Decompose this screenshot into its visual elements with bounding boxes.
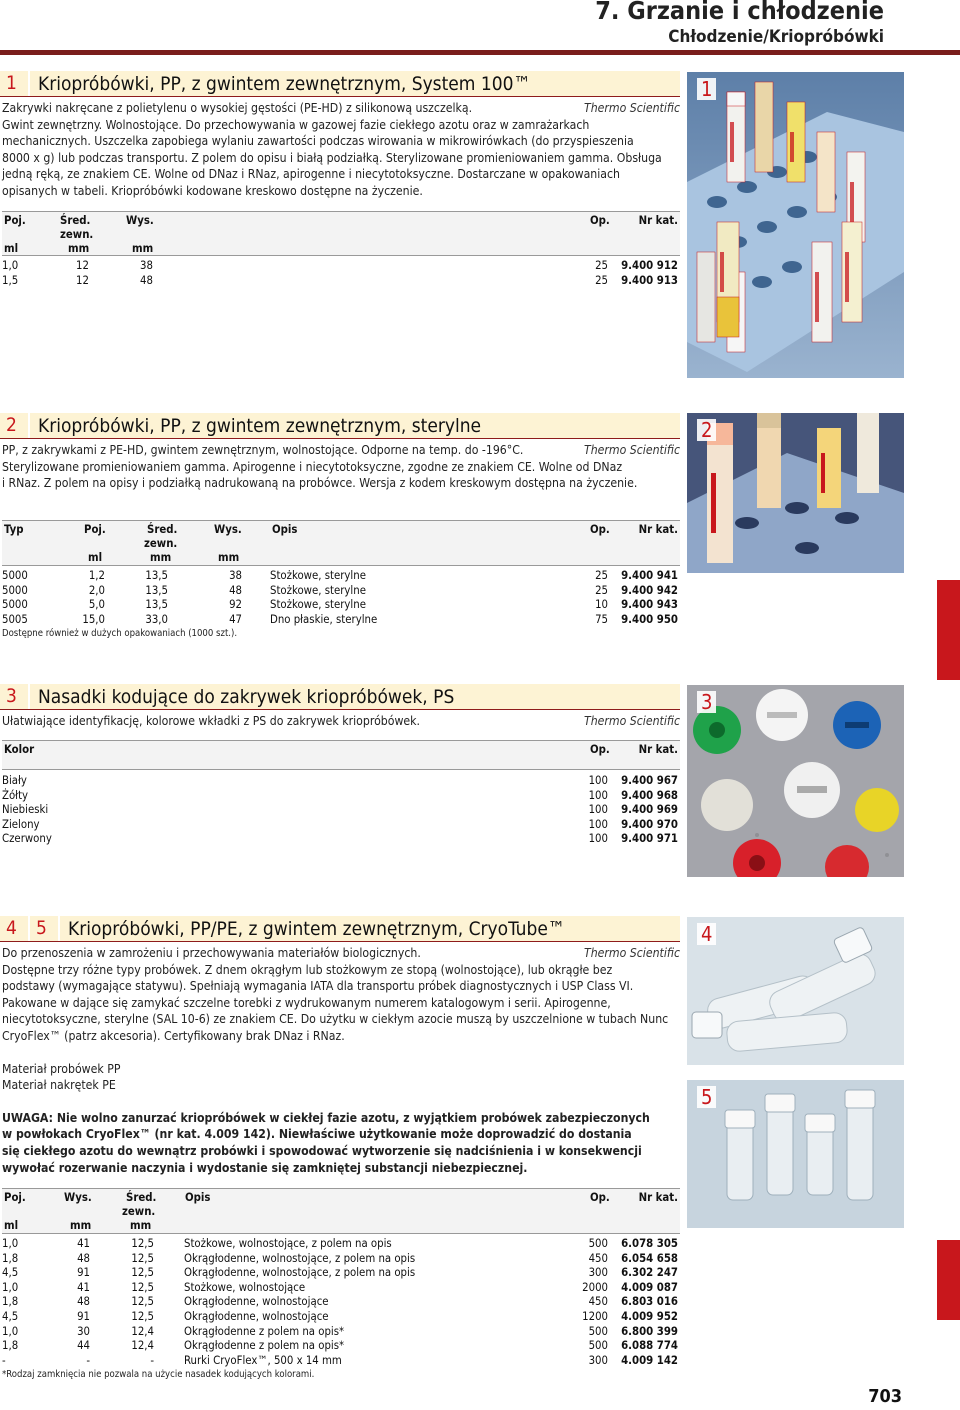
- cell-op: 10: [595, 598, 608, 612]
- cell-opis: Stożkowe, wolnostojące: [184, 1280, 306, 1294]
- cell-poj: 1,0: [2, 1237, 19, 1250]
- photo-label: 4: [697, 923, 716, 945]
- desc-line: Gwint zewnętrzny. Wolnostojące. Do przechowywania w gazowej fazie ciekłego azotu oraz w zamrażarkach: [2, 117, 590, 132]
- col-nr: Nr kat.: [638, 1191, 678, 1204]
- table-row: [2, 832, 680, 847]
- section-number: 5: [30, 916, 58, 941]
- cell-typ: 5000: [2, 569, 28, 582]
- product-photo-3: [687, 685, 904, 877]
- col-wys-unit: mm: [218, 551, 240, 564]
- warning-line: w powłokach CryoFlex™ (nr kat. 4.009 142). Niewłaściwe użytkowanie może doprowadzić do dostania: [2, 1127, 632, 1142]
- col-sred-sub: zewn.: [144, 537, 178, 550]
- cell-poj: 1,0: [2, 259, 19, 272]
- cell-nr: 6.088 774: [621, 1339, 678, 1353]
- table-row: [2, 613, 680, 628]
- section-number: 4: [0, 916, 28, 941]
- cell-sred: 12,5: [131, 1266, 154, 1280]
- cell-typ: 5000: [2, 583, 28, 597]
- col-sred-sub: zewn.: [122, 1205, 156, 1218]
- table-row: [2, 789, 680, 804]
- cell-wys: 41: [77, 1237, 90, 1250]
- cell-op: 1200: [582, 1309, 608, 1323]
- col-poj: Poj.: [84, 523, 106, 536]
- cell-wys: 48: [140, 273, 153, 287]
- desc-line: 8000 x g) lub podczas transportu. Z polem do opisu i białą podziałką. Sterylizowane promieniowaniem gamma. Obsługa: [2, 150, 662, 165]
- table-row: [2, 259, 680, 274]
- cell-opis: Stożkowe, sterylne: [270, 583, 366, 597]
- cell-nr: 9.400 968: [621, 788, 678, 802]
- col-op: Op.: [590, 214, 610, 227]
- col-sred: Śred.: [60, 214, 91, 227]
- table-row: [2, 1310, 680, 1325]
- cell-wys: 48: [77, 1295, 90, 1309]
- cell-nr: 6.302 247: [621, 1266, 678, 1280]
- cell-op: 2000: [582, 1280, 608, 1294]
- cell-poj: 1,0: [2, 1324, 19, 1338]
- cell-nr: 9.400 970: [621, 817, 678, 831]
- col-nr: Nr kat.: [638, 523, 678, 536]
- cell-nr: 4.009 142: [621, 1353, 678, 1367]
- photo-label: 3: [697, 691, 716, 713]
- table-row: [2, 818, 680, 833]
- col-op: Op.: [590, 743, 610, 756]
- section-45-header: [0, 916, 680, 942]
- cell-poj: 1,8: [2, 1295, 19, 1309]
- cell-op: 75: [595, 612, 608, 626]
- col-wys: Wys.: [126, 214, 154, 227]
- cell-op: 500: [588, 1339, 608, 1353]
- cell-op: 100: [588, 832, 608, 846]
- cell-opis: Okrągłodenne, wolnostojące: [184, 1309, 329, 1323]
- desc-line: Ułatwiające identyfikację, kolorowe wkładki z PS do zakrywek kriopróbówek.: [2, 714, 420, 728]
- cell-opis: Okrągłodenne z polem na opis*: [184, 1324, 345, 1338]
- photo-label: 5: [697, 1086, 716, 1108]
- col-sred: Śred.: [126, 1191, 157, 1204]
- cryotube-rack-photo: [687, 72, 904, 378]
- cell-wys: 44: [77, 1339, 90, 1353]
- product-photo-1: [687, 72, 904, 378]
- cell-nr: 9.400 912: [621, 259, 678, 272]
- col-poj: Poj.: [4, 214, 26, 227]
- cell-typ: 5000: [2, 598, 28, 612]
- desc-line: Sterylizowane promieniowaniem gamma. Apirogenne i niecytotoksyczne, zgodne ze znakiem CE. Wolne od DNaz: [2, 459, 623, 474]
- cell-sred: 12,4: [131, 1324, 154, 1338]
- table-row: [2, 1252, 680, 1267]
- desc-line: Zakrywki nakręcane z polietylenu o wysokiej gęstości (PE-HD) z silikonową uszczelką.: [2, 101, 473, 115]
- cell-op: 25: [595, 583, 608, 597]
- cell-nr: 6.800 399: [621, 1324, 678, 1338]
- table-row: [2, 1325, 680, 1340]
- section-title: Nasadki kodujące do zakrywek kriopróbówek, PS: [30, 684, 680, 709]
- table-row: [2, 803, 680, 818]
- col-sred-unit: mm: [130, 1219, 152, 1232]
- col-poj-unit: ml: [88, 551, 103, 564]
- cell-poj: 1,5: [2, 273, 19, 287]
- cell-poj: -: [2, 1353, 6, 1367]
- desc-line: Do przenoszenia w zamrożeniu i przechowywania materiałów biologicznych.: [2, 946, 421, 960]
- page-title: 7. Grzanie i chłodzenie: [595, 0, 884, 25]
- cell-sred: 13,5: [145, 569, 168, 582]
- cell-op: 500: [588, 1237, 608, 1250]
- cell-nr: 4.009 087: [621, 1280, 678, 1294]
- cell-kolor: Zielony: [2, 817, 40, 831]
- cell-opis: Dno płaskie, sterylne: [270, 612, 378, 626]
- section-3-description: [2, 713, 680, 730]
- cell-wys: 92: [229, 598, 242, 612]
- col-sred-sub: zewn.: [60, 228, 94, 241]
- cell-wys: 91: [77, 1266, 90, 1280]
- coding-inserts-photo: [687, 685, 904, 877]
- cell-nr: 6.078 305: [621, 1237, 678, 1250]
- photo-label: 1: [697, 78, 716, 100]
- table-header: [2, 1188, 680, 1234]
- col-op: Op.: [590, 1191, 610, 1204]
- desc-line: PP, z zakrywkami z PE-HD, gwintem zewnętrznym, wolnostojące. Odporne na temp. do -196°C.: [2, 443, 524, 457]
- brand-name: Thermo Scientific: [584, 101, 680, 115]
- section-number: 1: [0, 71, 28, 96]
- cell-opis: Stożkowe, sterylne: [270, 569, 366, 582]
- cell-wys: 48: [229, 583, 242, 597]
- cell-kolor: Biały: [2, 774, 27, 787]
- cell-kolor: Niebieski: [2, 803, 49, 817]
- table-row: [2, 774, 680, 789]
- section-2-header: [0, 413, 680, 439]
- sterile-cryotube-photo: [687, 413, 904, 573]
- cell-op: 450: [588, 1295, 608, 1309]
- warning-line: wywołać rozerwanie naczynia i wydostanie się zamkniętej substancji niebezpiecznej.: [2, 1160, 528, 1175]
- material-line: Materiał probówek PP: [2, 1061, 121, 1076]
- cell-poj: 4,5: [2, 1266, 19, 1280]
- cell-poj: 15,0: [82, 612, 105, 626]
- desc-line: CryoFlex™ (patrz akcesoria). Certyfikowany brak DNaz i RNaz.: [2, 1028, 345, 1043]
- cell-typ: 5005: [2, 612, 28, 626]
- cell-opis: Rurki CryoFlex™, 500 x 14 mm: [184, 1353, 342, 1367]
- cell-op: 100: [588, 788, 608, 802]
- cell-poj: 1,0: [2, 1280, 19, 1294]
- cell-opis: Stożkowe, sterylne: [270, 598, 366, 612]
- desc-line: mechanicznych. Uszczelka zapobiega wylaniu zawartości podczas wirowania w mikrowirówkach (do przyspieszenia: [2, 134, 634, 149]
- cell-nr: 9.400 967: [621, 774, 678, 787]
- cell-wys: 48: [77, 1251, 90, 1265]
- col-poj-unit: ml: [4, 1219, 19, 1232]
- section-1-description: [2, 100, 680, 200]
- col-wys: Wys.: [64, 1191, 92, 1204]
- section-3-table: [2, 740, 680, 847]
- cell-nr: 9.400 950: [621, 612, 678, 626]
- cell-nr: 9.400 913: [621, 273, 678, 287]
- cell-sred: 12: [76, 259, 89, 272]
- col-typ: Typ: [4, 523, 24, 536]
- cell-op: 100: [588, 803, 608, 817]
- cell-poj: 1,8: [2, 1251, 19, 1265]
- section-2-description: [2, 442, 680, 492]
- cell-wys: 38: [140, 259, 153, 272]
- desc-line: opisanych w tabeli. Kriopróbówki kodowane kreskowo dostępne na życzenie.: [2, 183, 423, 198]
- cell-wys: -: [86, 1353, 90, 1367]
- cell-op: 100: [588, 774, 608, 787]
- cell-nr: 9.400 943: [621, 598, 678, 612]
- col-poj-unit: ml: [4, 242, 19, 255]
- cell-kolor: Czerwony: [2, 832, 52, 846]
- cell-nr: 9.400 969: [621, 803, 678, 817]
- cell-sred: 12,5: [131, 1280, 154, 1294]
- cell-sred: 12: [76, 273, 89, 287]
- table-row: [2, 569, 680, 584]
- cryotube-photo-4: [687, 917, 904, 1065]
- desc-line: podstawy (wymagające statywu). Spełniają wymagania IATA dla transportu próbek diagnostycznych i USP Class VI.: [2, 979, 634, 994]
- desc-line: niecytotoksyczne, sterylne (SAL 10-6) ze znakiem CE. Do użytku w ciekłym azocie muszą by uszczelnione w tubach Nunc: [2, 1012, 669, 1027]
- cell-poj: 1,8: [2, 1339, 19, 1353]
- col-opis: Opis: [272, 523, 298, 536]
- section-number: 3: [0, 684, 28, 709]
- cell-opis: Okrągłodenne, wolnostojące, z polem na opis: [184, 1266, 416, 1280]
- section-2-table: [2, 520, 680, 639]
- cell-op: 450: [588, 1251, 608, 1265]
- cell-opis: Okrągłodenne, wolnostojące, z polem na opis: [184, 1251, 416, 1265]
- table-row: [2, 1237, 680, 1252]
- col-sred-unit: mm: [150, 551, 172, 564]
- col-nr: Nr kat.: [638, 214, 678, 227]
- cell-poj: 5,0: [88, 598, 105, 612]
- cell-op: 100: [588, 817, 608, 831]
- cell-sred: 33,0: [145, 612, 168, 626]
- col-sred: Śred.: [147, 523, 178, 536]
- table-header: [2, 211, 680, 256]
- cell-poj: 2,0: [88, 583, 105, 597]
- col-kolor: Kolor: [4, 743, 35, 756]
- section-title: Kriopróbówki, PP, z gwintem zewnętrznym, System 100™: [30, 71, 680, 96]
- cell-poj: 4,5: [2, 1309, 19, 1323]
- product-photo-5: [687, 1080, 904, 1228]
- desc-line: Pakowane w dające się zamykać szczelne torebki z wydrukowanym numerem katalogowym i serii. Apirogenne,: [2, 995, 611, 1010]
- cell-nr: 6.054 658: [621, 1251, 678, 1265]
- product-photo-2: [687, 413, 904, 573]
- table-row: [2, 1295, 680, 1310]
- cell-wys: 47: [229, 612, 242, 626]
- cell-wys: 30: [77, 1324, 90, 1338]
- cell-op: 25: [595, 259, 608, 272]
- cell-sred: 13,5: [145, 583, 168, 597]
- warning-line: się ciekłego azotu do wewnątrz probówki i spowodować wytworzenie się nadciśnienia i w konsekwencji: [2, 1143, 642, 1158]
- cell-wys: 38: [229, 569, 242, 582]
- section-45-table: [2, 1188, 680, 1380]
- cell-wys: 91: [77, 1309, 90, 1323]
- table-row: [2, 274, 680, 289]
- brand-name: Thermo Scientific: [584, 946, 680, 960]
- section-3-header: [0, 684, 680, 710]
- col-poj: Poj.: [4, 1191, 26, 1204]
- table-row: [2, 1339, 680, 1354]
- table-row: [2, 1266, 680, 1281]
- product-photo-4: [687, 917, 904, 1065]
- edge-tab: [937, 1240, 960, 1320]
- table-body: [2, 770, 680, 847]
- col-sred-unit: mm: [68, 242, 90, 255]
- table-body: [2, 256, 680, 288]
- cell-op: 25: [595, 569, 608, 582]
- header-rule: [0, 50, 960, 55]
- page-subtitle: Chłodzenie/Kriopróbówki: [668, 27, 884, 47]
- section-45-description: [2, 945, 680, 1176]
- cell-op: 25: [595, 273, 608, 287]
- section-1-table: [2, 211, 680, 288]
- cell-opis: Stożkowe, wolnostojące, z polem na opis: [184, 1237, 392, 1250]
- col-nr: Nr kat.: [638, 743, 678, 756]
- section-number: 2: [0, 413, 28, 438]
- cell-poj: 1,2: [88, 569, 105, 582]
- brand-name: Thermo Scientific: [584, 443, 680, 457]
- cell-op: 500: [588, 1324, 608, 1338]
- col-op: Op.: [590, 523, 610, 536]
- cell-sred: 12,4: [131, 1339, 154, 1353]
- table-note: Dostępne również w dużych opakowaniach (1000 szt.).: [2, 628, 238, 640]
- warning-line: UWAGA: Nie wolno zanurzać kriopróbówek w ciekłej fazie azotu, z wyjątkiem probówek zabezpieczonych: [2, 1110, 650, 1125]
- cell-nr: 6.803 016: [621, 1295, 678, 1309]
- desc-line: i RNaz. Z polem na opisy i podziałką nadrukowaną na probówce. Wersja z kodem kreskowym dostępna na życzenie.: [2, 476, 638, 491]
- desc-line: jedną ręką, ze znakiem CE. Wolne od DNaz i RNaz, apirogenne i niecytotoksyczne. Dostarczane w opakowaniach: [2, 167, 620, 182]
- cell-nr: 4.009 952: [621, 1309, 678, 1323]
- cell-op: 300: [588, 1353, 608, 1367]
- page-number: 703: [868, 1386, 902, 1407]
- edge-tab: [937, 580, 960, 680]
- table-body: [2, 1234, 680, 1380]
- table-row: [2, 1354, 680, 1369]
- cell-wys: 41: [77, 1280, 90, 1294]
- cell-sred: 12,5: [131, 1295, 154, 1309]
- table-body: [2, 566, 680, 639]
- col-opis: Opis: [185, 1191, 211, 1204]
- material-line: Materiał nakrętek PE: [2, 1078, 116, 1093]
- section-1-header: [0, 71, 680, 97]
- cell-sred: 12,5: [131, 1237, 154, 1250]
- table-row: [2, 584, 680, 599]
- table-row: [2, 1281, 680, 1296]
- cell-opis: Okrągłodenne, wolnostojące: [184, 1295, 329, 1309]
- desc-line: Dostępne trzy różne typy probówek. Z dnem okrągłym lub stożkowym ze stopą (wolnostojące), lub okrągłe bez: [2, 962, 613, 977]
- table-header: [2, 740, 680, 770]
- table-note: *Rodzaj zamknięcia nie pozwala na użycie nasadek kodujących kolorami.: [2, 1369, 315, 1381]
- cell-nr: 9.400 971: [621, 832, 678, 846]
- cell-sred: 13,5: [145, 598, 168, 612]
- cell-op: 300: [588, 1266, 608, 1280]
- table-header: [2, 520, 680, 566]
- photo-label: 2: [697, 419, 716, 441]
- cell-sred: 12,5: [131, 1251, 154, 1265]
- col-wys-unit: mm: [70, 1219, 92, 1232]
- warning-text: [2, 1110, 680, 1176]
- cryotube-photo-5: [687, 1080, 904, 1228]
- col-wys: Wys.: [214, 523, 242, 536]
- table-row: [2, 598, 680, 613]
- section-title: Kriopróbówki, PP, z gwintem zewnętrznym, sterylne: [30, 413, 680, 438]
- cell-kolor: Żółty: [2, 788, 29, 802]
- cell-opis: Okrągłodenne z polem na opis*: [184, 1339, 345, 1353]
- col-wys-unit: mm: [132, 242, 154, 255]
- cell-nr: 9.400 941: [621, 569, 678, 582]
- brand-name: Thermo Scientific: [584, 714, 680, 728]
- cell-sred: -: [150, 1353, 154, 1367]
- cell-sred: 12,5: [131, 1309, 154, 1323]
- cell-nr: 9.400 942: [621, 583, 678, 597]
- section-title: Kriopróbówki, PP/PE, z gwintem zewnętrznym, CryoTube™: [60, 916, 680, 941]
